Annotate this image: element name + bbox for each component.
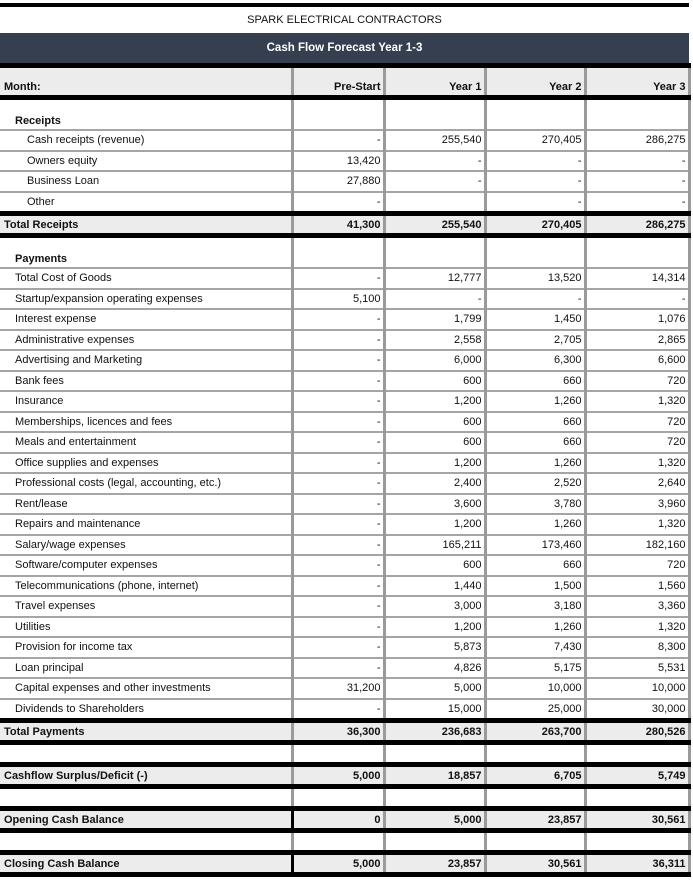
value-cell[interactable]: 720 (585, 371, 689, 392)
header-year-2: Year 2 (485, 66, 585, 98)
row-label[interactable]: Bank fees (0, 371, 292, 392)
value-cell[interactable]: 600 (384, 555, 485, 576)
cash-flow-table (0, 63, 691, 877)
value-cell[interactable]: 1,440 (384, 576, 485, 597)
value-cell[interactable]: 23,857 (485, 809, 585, 831)
cell (292, 98, 384, 131)
value-cell[interactable]: - (292, 330, 384, 351)
value-cell[interactable]: 1,200 (384, 617, 485, 638)
value-cell[interactable]: - (292, 350, 384, 371)
value-cell[interactable]: 10,000 (485, 678, 585, 699)
value-cell[interactable]: 8,300 (585, 637, 689, 658)
payments-row (0, 391, 689, 412)
value-cell[interactable]: - (292, 596, 384, 617)
payments-row (0, 473, 689, 494)
row-label[interactable]: Other (0, 192, 292, 214)
empty-cell (0, 831, 292, 853)
value-cell[interactable]: - (585, 151, 689, 172)
value-cell[interactable]: 1,200 (384, 514, 485, 535)
value-cell[interactable]: - (585, 289, 689, 310)
value-cell[interactable]: 36,300 (292, 721, 384, 743)
value-cell[interactable]: 173,460 (485, 535, 585, 556)
payments-row (0, 350, 689, 371)
value-cell[interactable]: - (384, 151, 485, 172)
value-cell[interactable]: 41,300 (292, 214, 384, 236)
empty-cell (292, 787, 384, 809)
payments-row (0, 330, 689, 351)
value-cell[interactable]: 3,600 (384, 494, 485, 515)
value-cell[interactable]: 30,561 (485, 853, 585, 875)
row-label[interactable]: Insurance (0, 391, 292, 412)
value-cell[interactable]: - (384, 171, 485, 192)
payments-row (0, 432, 689, 453)
payments-row (0, 412, 689, 433)
payments-section-label: Payments (0, 236, 292, 269)
payments-row (0, 309, 689, 330)
value-cell[interactable]: - (485, 289, 585, 310)
empty-cell (292, 831, 384, 853)
cashflow-surplus-row (0, 765, 689, 787)
empty-cell (485, 236, 585, 269)
payments-row (0, 535, 689, 556)
header-month-label: Month: (0, 66, 292, 98)
value-cell[interactable]: 1,320 (585, 391, 689, 412)
value-cell[interactable]: - (292, 617, 384, 638)
value-cell[interactable]: - (292, 514, 384, 535)
payments-row (0, 268, 689, 289)
value-cell[interactable]: - (292, 576, 384, 597)
payments-row (0, 289, 689, 310)
payments-row (0, 678, 689, 699)
total-payments-row (0, 721, 689, 743)
row-label[interactable]: Advertising and Marketing (0, 350, 292, 371)
value-cell[interactable]: 600 (384, 432, 485, 453)
value-cell[interactable]: 286,275 (585, 130, 689, 151)
spacer-row (0, 831, 689, 853)
empty-cell (292, 743, 384, 765)
value-cell[interactable]: 1,260 (485, 453, 585, 474)
receipts-section-label: Receipts (0, 98, 292, 131)
value-cell[interactable]: - (292, 268, 384, 289)
value-cell[interactable]: 10,000 (585, 678, 689, 699)
value-cell[interactable]: 660 (485, 412, 585, 433)
row-label[interactable]: Meals and entertainment (0, 432, 292, 453)
value-cell[interactable]: 660 (485, 555, 585, 576)
value-cell[interactable]: - (292, 453, 384, 474)
row-label[interactable]: Rent/lease (0, 494, 292, 515)
value-cell[interactable]: 5,749 (585, 765, 689, 787)
value-cell[interactable]: 23,857 (384, 853, 485, 875)
payments-row (0, 658, 689, 679)
value-cell[interactable]: - (485, 171, 585, 192)
spacer-row (0, 787, 689, 809)
value-cell[interactable]: 1,200 (384, 453, 485, 474)
value-cell[interactable]: 14,314 (585, 268, 689, 289)
payments-row (0, 596, 689, 617)
row-label[interactable]: Interest expense (0, 309, 292, 330)
empty-cell (0, 743, 292, 765)
row-label[interactable]: Office supplies and expenses (0, 453, 292, 474)
value-cell[interactable]: 3,780 (485, 494, 585, 515)
value-cell[interactable]: - (292, 699, 384, 721)
row-label[interactable]: Utilities (0, 617, 292, 638)
value-cell[interactable]: 270,405 (485, 214, 585, 236)
value-cell[interactable]: 6,300 (485, 350, 585, 371)
value-cell[interactable]: 5,531 (585, 658, 689, 679)
cash-flow-sheet (0, 3, 689, 877)
empty-cell (585, 236, 689, 269)
empty-cell (0, 787, 292, 809)
value-cell[interactable]: - (292, 130, 384, 151)
value-cell[interactable]: 286,275 (585, 214, 689, 236)
value-cell[interactable]: 1,320 (585, 453, 689, 474)
value-cell[interactable]: 0 (292, 809, 384, 831)
value-cell[interactable]: 12,777 (384, 268, 485, 289)
value-cell[interactable]: 5,000 (384, 678, 485, 699)
header-year-3: Year 3 (585, 66, 689, 98)
row-label[interactable]: Cashflow Surplus/Deficit (-) (0, 765, 292, 787)
receipts-row (0, 151, 689, 172)
row-label[interactable]: Professional costs (legal, accounting, etc.) (0, 473, 292, 494)
value-cell[interactable]: 2,400 (384, 473, 485, 494)
value-cell[interactable]: - (485, 151, 585, 172)
value-cell[interactable]: - (292, 432, 384, 453)
value-cell[interactable]: 1,320 (585, 617, 689, 638)
value-cell[interactable]: 25,000 (485, 699, 585, 721)
company-name: SPARK ELECTRICAL CONTRACTORS (247, 14, 442, 26)
value-cell[interactable]: 255,540 (384, 214, 485, 236)
empty-cell (384, 236, 485, 269)
sheet-title: Cash Flow Forecast Year 1-3 (0, 33, 689, 63)
value-cell[interactable]: - (292, 412, 384, 433)
header-pre-start: Pre-Start (292, 66, 384, 98)
value-cell[interactable]: 5,873 (384, 637, 485, 658)
value-cell[interactable]: - (485, 192, 585, 214)
empty-cell (585, 743, 689, 765)
empty-cell (585, 831, 689, 853)
value-cell[interactable]: 13,520 (485, 268, 585, 289)
value-cell[interactable]: 5,000 (384, 809, 485, 831)
row-label[interactable]: Salary/wage expenses (0, 535, 292, 556)
payments-row (0, 617, 689, 638)
value-cell[interactable]: 280,526 (585, 721, 689, 743)
value-cell[interactable]: 236,683 (384, 721, 485, 743)
row-label[interactable]: Total Payments (0, 721, 292, 743)
value-cell[interactable]: 1,500 (485, 576, 585, 597)
value-cell[interactable]: 13,420 (292, 151, 384, 172)
row-label[interactable]: Total Receipts (0, 214, 292, 236)
value-cell[interactable]: 1,260 (485, 391, 585, 412)
cell (485, 98, 585, 131)
value-cell[interactable]: 600 (384, 371, 485, 392)
payments-row (0, 453, 689, 474)
value-cell[interactable]: 6,705 (485, 765, 585, 787)
row-label[interactable]: Telecommunications (phone, internet) (0, 576, 292, 597)
value-cell[interactable]: 720 (585, 432, 689, 453)
row-label[interactable]: Dividends to Shareholders (0, 699, 292, 721)
receipts-row (0, 171, 689, 192)
payments-row (0, 494, 689, 515)
row-label[interactable]: Provision for income tax (0, 637, 292, 658)
empty-cell (485, 743, 585, 765)
value-cell[interactable]: 2,705 (485, 330, 585, 351)
value-cell[interactable]: 270,405 (485, 130, 585, 151)
value-cell[interactable]: 2,520 (485, 473, 585, 494)
value-cell[interactable]: 4,826 (384, 658, 485, 679)
value-cell[interactable]: 660 (485, 432, 585, 453)
value-cell[interactable]: 30,000 (585, 699, 689, 721)
value-cell[interactable]: 720 (585, 555, 689, 576)
payments-section-row (0, 236, 689, 269)
empty-cell (485, 831, 585, 853)
row-label[interactable]: Closing Cash Balance (0, 853, 292, 875)
value-cell[interactable]: - (585, 171, 689, 192)
payments-row (0, 514, 689, 535)
closing-cash-balance-row (0, 853, 689, 875)
value-cell[interactable]: 36,311 (585, 853, 689, 875)
value-cell[interactable]: - (292, 309, 384, 330)
receipts-section-row (0, 98, 689, 131)
value-cell[interactable]: 7,430 (485, 637, 585, 658)
payments-row (0, 637, 689, 658)
value-cell[interactable]: 263,700 (485, 721, 585, 743)
value-cell[interactable]: 1,076 (585, 309, 689, 330)
row-label[interactable]: Total Cost of Goods (0, 268, 292, 289)
row-label[interactable]: Travel expenses (0, 596, 292, 617)
value-cell[interactable]: 1,260 (485, 514, 585, 535)
value-cell[interactable]: 1,799 (384, 309, 485, 330)
value-cell[interactable] (384, 192, 485, 214)
empty-cell (585, 787, 689, 809)
value-cell[interactable]: 5,000 (292, 853, 384, 875)
empty-cell (384, 743, 485, 765)
value-cell[interactable]: - (292, 658, 384, 679)
value-cell[interactable]: 15,000 (384, 699, 485, 721)
value-cell[interactable]: 3,360 (585, 596, 689, 617)
value-cell[interactable]: 255,540 (384, 130, 485, 151)
row-label[interactable]: Memberships, licences and fees (0, 412, 292, 433)
value-cell[interactable]: - (292, 535, 384, 556)
opening-cash-balance-row (0, 809, 689, 831)
value-cell[interactable]: 1,560 (585, 576, 689, 597)
value-cell[interactable]: 660 (485, 371, 585, 392)
value-cell[interactable]: 5,175 (485, 658, 585, 679)
value-cell[interactable]: 1,260 (485, 617, 585, 638)
row-label[interactable]: Administrative expenses (0, 330, 292, 351)
value-cell[interactable]: 1,450 (485, 309, 585, 330)
payments-row (0, 555, 689, 576)
total-receipts-row (0, 214, 689, 236)
value-cell[interactable]: 3,960 (585, 494, 689, 515)
value-cell[interactable]: 18,857 (384, 765, 485, 787)
value-cell[interactable]: 600 (384, 412, 485, 433)
row-label[interactable]: Software/computer expenses (0, 555, 292, 576)
payments-row (0, 371, 689, 392)
row-label[interactable]: Capital expenses and other investments (0, 678, 292, 699)
cell (384, 98, 485, 131)
row-label[interactable]: Business Loan (0, 171, 292, 192)
value-cell[interactable]: - (292, 637, 384, 658)
value-cell[interactable]: 165,211 (384, 535, 485, 556)
value-cell[interactable]: 2,558 (384, 330, 485, 351)
value-cell[interactable]: 1,200 (384, 391, 485, 412)
cell (585, 98, 689, 131)
value-cell[interactable]: 2,640 (585, 473, 689, 494)
value-cell[interactable]: - (292, 473, 384, 494)
value-cell[interactable]: 182,160 (585, 535, 689, 556)
value-cell[interactable]: - (585, 192, 689, 214)
row-label[interactable]: Owners equity (0, 151, 292, 172)
value-cell[interactable]: 5,100 (292, 289, 384, 310)
payments-row (0, 699, 689, 721)
value-cell[interactable]: - (292, 494, 384, 515)
value-cell[interactable]: - (384, 289, 485, 310)
spacer-row (0, 743, 689, 765)
value-cell[interactable]: 5,000 (292, 765, 384, 787)
value-cell[interactable]: 3,180 (485, 596, 585, 617)
value-cell[interactable]: - (292, 555, 384, 576)
empty-cell (485, 787, 585, 809)
header-row (0, 66, 689, 98)
value-cell[interactable]: 2,865 (585, 330, 689, 351)
header-year-1: Year 1 (384, 66, 485, 98)
row-label[interactable]: Opening Cash Balance (0, 809, 292, 831)
value-cell[interactable]: 30,561 (585, 809, 689, 831)
value-cell[interactable]: - (292, 192, 384, 214)
payments-row (0, 576, 689, 597)
value-cell[interactable]: - (292, 391, 384, 412)
receipts-row (0, 192, 689, 214)
row-label[interactable]: Cash receipts (revenue) (0, 130, 292, 151)
value-cell[interactable]: 31,200 (292, 678, 384, 699)
value-cell[interactable]: 6,000 (384, 350, 485, 371)
value-cell[interactable]: 1,320 (585, 514, 689, 535)
row-label[interactable]: Repairs and maintenance (0, 514, 292, 535)
empty-cell (292, 236, 384, 269)
value-cell[interactable]: 3,000 (384, 596, 485, 617)
receipts-row (0, 130, 689, 151)
value-cell[interactable]: 6,600 (585, 350, 689, 371)
value-cell[interactable]: 720 (585, 412, 689, 433)
empty-cell (384, 787, 485, 809)
row-label[interactable]: Startup/expansion operating expenses (0, 289, 292, 310)
value-cell[interactable]: 27,880 (292, 171, 384, 192)
row-label[interactable]: Loan principal (0, 658, 292, 679)
empty-cell (384, 831, 485, 853)
value-cell[interactable]: - (292, 371, 384, 392)
